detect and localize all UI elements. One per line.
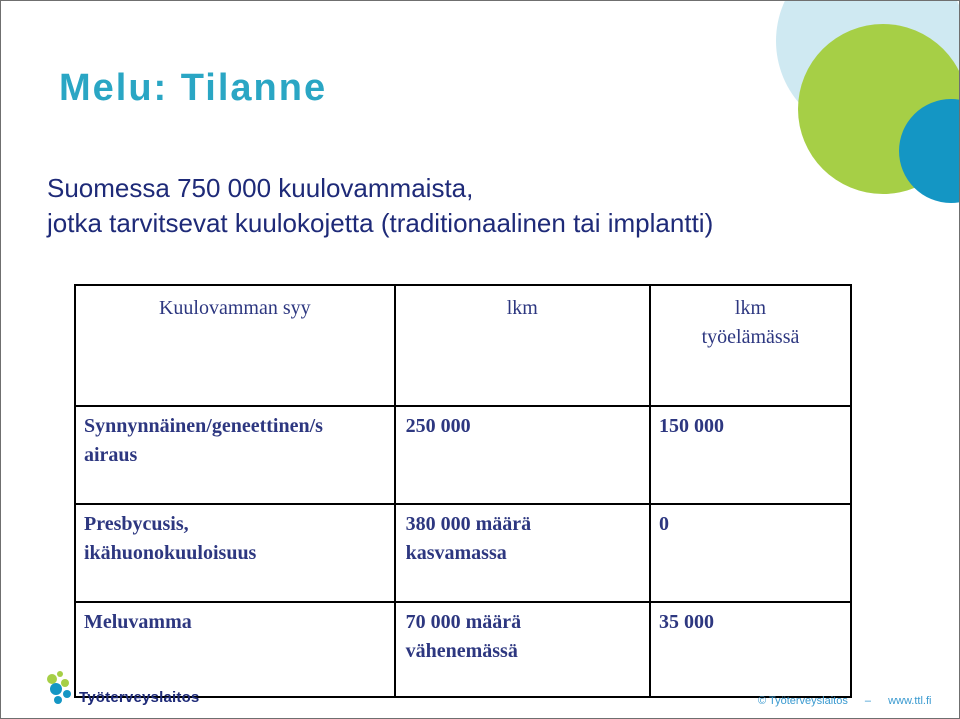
table-row: [75, 406, 851, 504]
footer-separator: –: [864, 695, 872, 707]
cell-count-working: 150 000: [650, 406, 851, 504]
header-cause: Kuulovamman syy: [75, 285, 395, 406]
table-header-row: [75, 285, 851, 406]
footer: [758, 695, 945, 707]
table-row: [75, 504, 851, 602]
header-count: lkm: [395, 285, 650, 406]
hearing-loss-table: [74, 284, 852, 698]
cell-cause: Presbycusis, ikähuonokuuloisuus: [75, 504, 395, 602]
ttl-logo-icon: [45, 670, 75, 706]
intro-text: [47, 171, 713, 241]
organization-logo: [45, 669, 199, 706]
cell-cause: Meluvamma: [75, 602, 395, 697]
cell-count: 380 000 määrä kasvamassa: [395, 504, 650, 602]
header-count-working: lkm työelämässä: [650, 285, 851, 406]
intro-line-1: Suomessa 750 000 kuulovammaista,: [47, 173, 474, 203]
intro-line-2: jotka tarvitsevat kuulokojetta (traditionaalinen tai implantti): [47, 208, 714, 238]
cell-count-working: 35 000: [650, 602, 851, 697]
slide-title: Melu: Tilanne: [59, 67, 328, 109]
cell-count: 70 000 määrä vähenemässä: [395, 602, 650, 697]
cell-count-working: 0: [650, 504, 851, 602]
footer-copyright: © Työterveyslaitos: [758, 695, 848, 707]
cell-cause: Synnynnäinen/geneettinen/s airaus: [75, 406, 395, 504]
footer-url-link[interactable]: www.ttl.fi: [888, 695, 932, 707]
cell-count: 250 000: [395, 406, 650, 504]
logo-text: Työterveyslaitos: [79, 689, 200, 706]
